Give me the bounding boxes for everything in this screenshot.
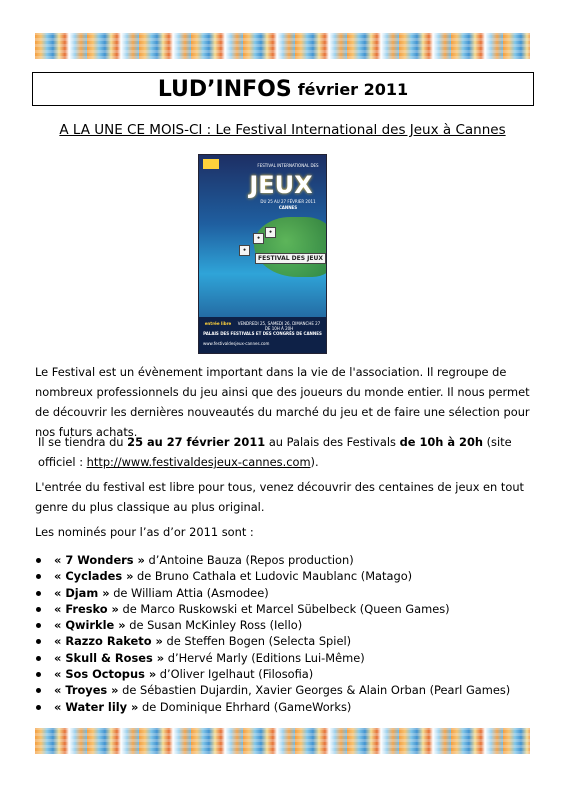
list-item — [30, 666, 530, 682]
game-title: « Troyes » — [54, 683, 119, 698]
entry-paragraph: L'entrée du festival est libre pour tous, venez découvrir des centaines de jeux en tout genre du plus classique au plus original. — [35, 480, 525, 514]
newsletter-title-box — [32, 72, 534, 106]
poster-site: www.festivaldesjeux-cannes.com — [203, 341, 270, 346]
game-title: « Fresko » — [54, 601, 119, 616]
official-site-link[interactable]: http://www.festivaldesjeux-cannes.com — [86, 455, 311, 469]
dates-paragraph — [35, 432, 534, 472]
game-title: « Cyclades » — [54, 569, 134, 584]
bullet-icon — [36, 623, 41, 628]
game-title: « Sos Octopus » — [54, 667, 157, 682]
bullet-icon — [36, 558, 41, 563]
dates-text-b: au Palais des Festivals — [265, 435, 400, 449]
intro-paragraph: Le Festival est un évènement important dans la vie de l'association. Il regroupe de nombreux professionnels du jeu ainsi que des joueurs du monde entier. Il nous permet de découvrir les dernières nouveautés du marché du jeu et de faire une sélection pour nos futurs achats. — [35, 365, 530, 439]
game-author: de Steffen Bogen (Selecta Spiel) — [162, 634, 352, 649]
bottom-decorative-banner — [35, 728, 530, 754]
newsletter-title: LUD’INFOS — [157, 76, 292, 102]
list-item — [30, 699, 530, 715]
game-title: « Water lily » — [54, 699, 139, 714]
poster-festival-line: FESTIVAL INTERNATIONAL DES — [257, 163, 319, 168]
festival-hours: de 10h à 20h — [399, 435, 483, 449]
list-item — [30, 650, 530, 666]
dates-text-c: (site officiel : — [38, 435, 512, 469]
nominees-intro: Les nominés pour l’as d’or 2011 sont : — [35, 525, 254, 539]
festival-poster-image — [199, 155, 326, 353]
top-decorative-banner — [35, 33, 530, 59]
list-item — [30, 633, 530, 649]
headline: A LA UNE CE MOIS-CI : Le Festival International des Jeux à Cannes — [59, 122, 506, 138]
poster-entree: entrée libre — [204, 321, 232, 326]
list-item — [30, 617, 530, 633]
poster-tile: • — [265, 227, 276, 238]
festival-dates: 25 au 27 février 2011 — [127, 435, 266, 449]
game-author: d’Oliver Igelhaut (Filosofia) — [156, 667, 314, 682]
bullet-icon — [36, 688, 41, 693]
list-item — [30, 568, 530, 584]
poster-dates: DU 25 AU 27 FÉVRIER 2011 — [260, 199, 316, 204]
bullet-icon — [36, 574, 41, 579]
bullet-icon — [36, 591, 41, 596]
bullet-icon — [36, 705, 41, 710]
game-title: « Razzo Raketo » — [54, 634, 163, 649]
game-title: « Qwirkle » — [54, 618, 126, 633]
game-author: de Bruno Cathala et Ludovic Maublanc (Matago) — [133, 569, 413, 584]
poster-tile: • — [253, 233, 264, 244]
poster-badge — [203, 159, 219, 169]
bullet-icon — [36, 656, 41, 661]
poster-schedule: VENDREDI 25, SAMEDI 26, DIMANCHE 27 DE 10H À 20H — [237, 321, 321, 331]
poster-jeux-word: JEUX — [249, 171, 313, 199]
game-title: « 7 Wonders » — [54, 553, 145, 567]
game-author: d’Hervé Marly (Editions Lui-Même) — [164, 650, 365, 665]
game-title: « Djam » — [54, 585, 110, 600]
dates-text-a: Il se tiendra du — [38, 435, 128, 449]
list-item — [30, 552, 530, 568]
poster-illustration — [254, 217, 326, 277]
game-author: de Marco Ruskowski et Marcel Sübelbeck (Queen Games) — [118, 601, 450, 616]
game-author: de William Attia (Asmodee) — [109, 585, 269, 600]
poster-festival-des-jeux: FESTIVAL DES JEUX — [255, 253, 326, 264]
poster-tile: • — [239, 245, 250, 256]
bullet-icon — [36, 607, 41, 612]
game-author: d’Antoine Bauza (Repos production) — [144, 553, 354, 567]
game-author: de Susan McKinley Ross (Iello) — [125, 618, 303, 633]
poster-city: CANNES — [278, 205, 298, 210]
poster-venue: PALAIS DES FESTIVALS ET DES CONGRÈS DE CANNES — [203, 331, 322, 336]
nominees-list — [30, 552, 530, 715]
game-author: de Dominique Ehrhard (GameWorks) — [138, 699, 352, 714]
list-item — [30, 601, 530, 617]
newsletter-date: février 2011 — [297, 79, 409, 99]
bullet-icon — [36, 672, 41, 677]
game-title: « Skull & Roses » — [54, 650, 165, 665]
game-author: de Sébastien Dujardin, Xavier Georges & Alain Orban (Pearl Games) — [118, 683, 511, 698]
list-item — [30, 585, 530, 601]
dates-text-d: ). — [310, 455, 319, 469]
list-item — [30, 682, 530, 698]
bullet-icon — [36, 639, 41, 644]
